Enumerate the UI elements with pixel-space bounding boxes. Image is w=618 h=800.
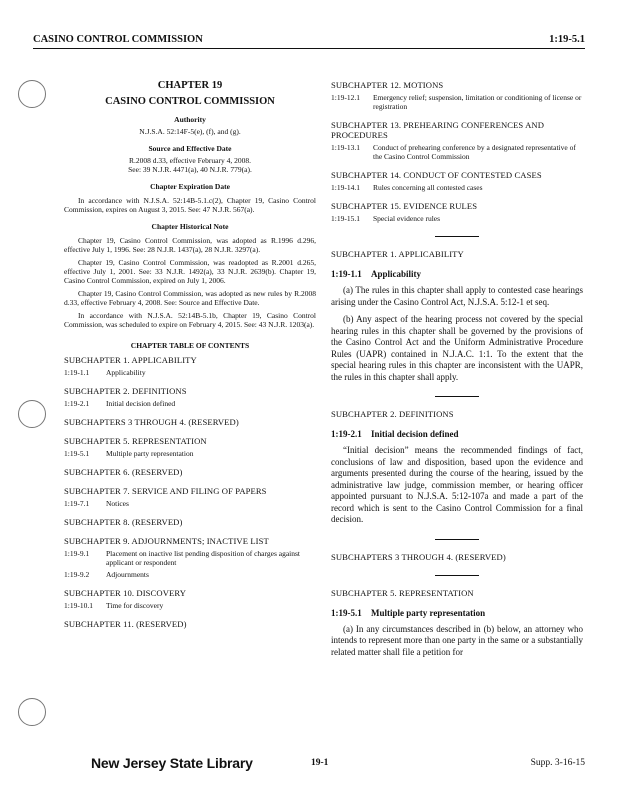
toc-entry-text: Initial decision defined [106,399,176,408]
toc-subchapter-11 [64,619,316,629]
source-line: See: 39 N.J.R. 4471(a), 40 N.J.R. 779(a). [128,165,252,174]
section-heading [331,269,583,279]
toc-entry-number: 1:19-9.1 [64,549,90,558]
toc-subchapter-2 [64,386,316,408]
expiration-text: In accordance with N.J.S.A. 52:14B-5.1.c(2), Chapter 19, Casino Control Commission, expires on August 3, 2015. See: 47 N.J.R. 567(a). [64,196,316,214]
toc-entry [331,93,583,111]
binder-hole-icon [18,80,46,108]
toc-subchapter-title: SUBCHAPTER 10. DISCOVERY [64,588,187,598]
toc-entry-text: Adjournments [106,570,149,579]
expiration-heading: Chapter Expiration Date [150,182,230,191]
source-heading: Source and Effective Date [148,144,232,153]
toc-subchapter-7 [64,486,316,508]
toc-subchapter-8 [64,517,316,527]
toc-subchapter-title: SUBCHAPTER 7. SERVICE AND FILING OF PAPERS [64,486,267,496]
toc-entry [331,183,583,192]
section-number: 1:19-2.1 [331,429,362,439]
toc-subchapter-title: SUBCHAPTER 14. CONDUCT OF CONTESTED CASES [331,170,542,180]
section-title: Multiple party representation [371,607,486,618]
toc-subchapter-1 [64,355,316,377]
history-note: Chapter 19, Casino Control Commission, was adopted as R.1996 d.296, effective July 1, 1996. See: 28 N.J.R. 1437(a), 28 N.J.R. 3297(a). [64,236,316,254]
toc-entry-text: Notices [106,499,129,508]
toc-entry-text: Placement on inactive list pending disposition of charges against applicant or respondent [106,549,300,567]
header-section-number: 1:19-5.1 [549,34,585,45]
section-divider [435,236,479,237]
toc-entry-number: 1:19-13.1 [331,143,360,152]
toc-entry [64,570,316,579]
page-footer [33,755,585,775]
toc-subchapter-12 [331,80,583,111]
section-divider [435,396,479,397]
section-number: 1:19-5.1 [331,607,362,618]
section-title: Applicability [371,269,422,279]
toc-entry-text: Time for discovery [106,601,164,610]
toc-subchapter-title: SUBCHAPTER 13. PREHEARING CONFERENCES AND PROCEDURES [331,120,545,140]
toc-entry-number: 1:19-15.1 [331,214,360,223]
toc-subchapter-title: SUBCHAPTER 15. EVIDENCE RULES [331,201,478,211]
toc-entry-text: Rules concerning all contested cases [373,183,483,192]
toc-entry [64,499,316,508]
toc-subchapters-3-4 [64,417,316,427]
section-heading [331,429,583,439]
chapter-name: CASINO CONTROL COMMISSION [105,96,275,107]
toc-entry-text: Special evidence rules [373,214,441,223]
history-note: Chapter 19, Casino Control Commission, was readopted as R.2001 d.265, effective July 1, 2001. See: 33 N.J.R. 1492(a), 33 N.J.R. 2639(b). Chapter 19, Casino Control Commission, expired on July 1, 2006. [64,258,316,285]
toc-subchapter-title: SUBCHAPTER 8. (RESERVED) [64,517,183,527]
toc-entry-number: 1:19-7.1 [64,499,90,508]
toc-entry-number: 1:19-14.1 [331,183,360,192]
toc-subchapter-title: SUBCHAPTER 1. APPLICABILITY [64,355,197,365]
toc-subchapter-6 [64,467,316,477]
toc-entry-number: 1:19-10.1 [64,601,93,610]
history-note: In accordance with N.J.S.A. 52:14B-5.1b, Chapter 19, Casino Control Commission, was scheduled to expire on February 4, 2015. See: 43 N.J.R. 1203(a). [64,311,316,329]
toc-entry-text: Conduct of prehearing conference by a designated representative of the Casino Control Commission [373,143,576,161]
supplement-date: Supp. 3-16-15 [530,758,585,768]
toc-entry-text: Applicability [106,368,146,377]
toc-subchapter-title: SUBCHAPTER 6. (RESERVED) [64,467,183,477]
toc-subchapter-5 [64,436,316,458]
toc-subchapter-title: SUBCHAPTER 9. ADJOURNMENTS; INACTIVE LIST [64,536,269,546]
chapter-number: CHAPTER 19 [157,80,223,91]
page-number: 19-1 [311,758,329,768]
toc-entry-number: 1:19-2.1 [64,399,90,408]
authority-text: N.J.S.A. 52:14F-5(e), (f), and (g). [139,127,241,136]
toc-subchapter-title: SUBCHAPTER 12. MOTIONS [331,80,444,90]
toc-subchapter-title: SUBCHAPTER 2. DEFINITIONS [64,386,187,396]
toc-entry [331,143,583,161]
binder-hole-icon [18,698,46,726]
toc-entry [331,214,583,223]
toc-subchapter-13 [331,120,583,161]
subchapters-3-4-heading: SUBCHAPTERS 3 THROUGH 4. (RESERVED) [331,551,506,562]
section-title: Initial decision defined [371,429,459,439]
toc-entry [64,449,316,458]
toc-subchapter-10 [64,588,316,610]
section-divider [435,539,479,540]
library-watermark: New Jersey State Library [91,755,253,771]
section-paragraph: (b) Any aspect of the hearing process not covered by the special hearing rules in this chapter shall be governed by the provisions of the Casino Control Act and the Uniform Administrative Procedure Rules (UAPR) contained in N.J.A.C. 1:1. To the extent that the special hearing rules in this chapter are inconsistent with the UAPR, the rules in this chapter shall apply. [331,314,583,382]
section-paragraph: (a) In any circumstances described in (b) below, an attorney who intends to represent more than one party in the same or a substantially related matter shall file a petition for [331,623,583,657]
section-paragraph: (a) The rules in this chapter shall apply to contested case hearings arising under the Casino Control Act, N.J.S.A. 5:12-1 et seq. [331,285,583,307]
toc-entry-text: Emergency relief; suspension, limitation or conditioning of license or registration [373,93,582,111]
toc-subchapter-title: SUBCHAPTER 5. REPRESENTATION [64,436,207,446]
toc-entry [64,399,316,408]
toc-subchapter-title: SUBCHAPTER 11. (RESERVED) [64,619,187,629]
authority-heading: Authority [174,115,206,124]
toc-entry-number: 1:19-1.1 [64,368,90,377]
left-column [64,80,316,629]
toc-entry-number: 1:19-5.1 [64,449,90,458]
toc-entry [64,549,316,567]
right-column [331,80,583,658]
toc-subchapter-14 [331,170,583,192]
history-note: Chapter 19, Casino Control Commission, was adopted as new rules by R.2008 d.33, effective February 4, 2008. See: Source and Effective Date. [64,289,316,307]
toc-subchapter-9 [64,536,316,579]
toc-entry-number: 1:19-9.2 [64,570,90,579]
section-number: 1:19-1.1 [331,269,362,279]
header-title: CASINO CONTROL COMMISSION [33,34,203,45]
toc-entry-number: 1:19-12.1 [331,93,360,102]
subchapter-5-heading: SUBCHAPTER 5. REPRESENTATION [331,587,474,598]
subchapter-2-heading: SUBCHAPTER 2. DEFINITIONS [331,409,454,419]
history-heading: Chapter Historical Note [151,222,229,231]
running-header [33,32,585,49]
section-divider [435,575,479,576]
toc-entry-text: Multiple party representation [106,449,194,458]
source-line: R.2008 d.33, effective February 4, 2008. [129,156,251,165]
toc-subchapter-15 [331,201,583,223]
toc-entry [64,368,316,377]
toc-entry [64,601,316,610]
binder-hole-icon [18,400,46,428]
toc-subchapter-title: SUBCHAPTERS 3 THROUGH 4. (RESERVED) [64,417,239,427]
toc-heading: CHAPTER TABLE OF CONTENTS [130,341,250,350]
subchapter-1-heading: SUBCHAPTER 1. APPLICABILITY [331,249,464,259]
section-heading [331,608,583,618]
section-paragraph: “Initial decision” means the recommended findings of fact, conclusions of law and disposition, based upon the evidence and arguments presented during the course of the hearing, issued by the administrative law judge, commission member, or hearing officer appointed pursuant to N.J.S.A. 5:12-107a and made a part of the record which is sent to the Casino Control Commission for a final decision. [331,445,583,524]
